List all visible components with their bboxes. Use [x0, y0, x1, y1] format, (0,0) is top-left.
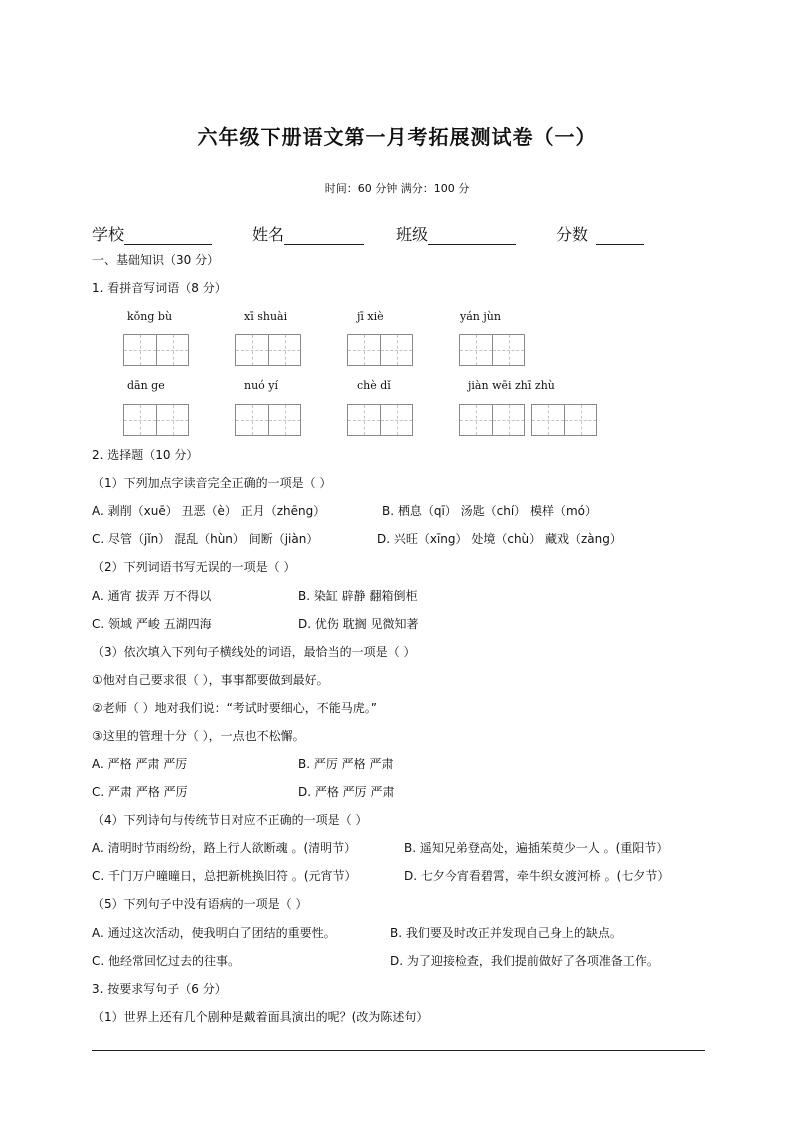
q2-5-stem: （5）下列句子中没有语病的一项是（ ）: [92, 897, 308, 911]
q2-2-option-c[interactable]: C. 领域 严峻 五湖四海: [92, 617, 212, 631]
q2-1-option-b[interactable]: B. 栖息（qī） 汤匙（chí） 模样（mó）: [382, 504, 598, 518]
q2-1-option-c[interactable]: C. 尽管（jǐn） 混乱（hùn） 间断（jiàn）: [92, 532, 319, 546]
q2-5-option-a[interactable]: A. 通过这次活动，使我明白了团结的重要性。: [92, 926, 336, 940]
pinyin-8: jiàn wēi zhī zhù: [468, 379, 555, 392]
answer-grid-3[interactable]: [347, 334, 413, 366]
q3-1-answer-line[interactable]: [92, 1050, 705, 1051]
pinyin-6: nuó yí: [244, 379, 279, 392]
school-label: 学校: [92, 225, 125, 244]
q3-1-prompt: （1）世界上还有几个剧种是戴着面具演出的呢？(改为陈述句）: [92, 1010, 429, 1024]
question-2-heading: 2. 选择题（10 分）: [92, 448, 199, 462]
answer-grid-2[interactable]: [235, 334, 301, 366]
name-blank[interactable]: [284, 228, 364, 245]
pinyin-5: dān ge: [127, 379, 165, 392]
question-3-heading: 3. 按要求写句子（6 分）: [92, 982, 227, 996]
pinyin-3: jī xiè: [357, 310, 384, 323]
q2-1-option-a[interactable]: A. 剥削（xuē） 丑恶（è） 正月（zhēng）: [92, 504, 326, 518]
score-field[interactable]: [556, 222, 644, 245]
q2-4-option-b[interactable]: B. 遥知兄弟登高处，遍插茱萸少一人 。(重阳节）: [404, 841, 669, 855]
pinyin-7: chè dǐ: [357, 379, 391, 392]
q2-3-stem: （3）依次填入下列句子横线处的词语，最恰当的一项是（ ）: [92, 645, 416, 659]
q2-3-sentence-1: ①他对自己要求很（ ），事事都要做到最好。: [92, 673, 329, 687]
answer-grid-1[interactable]: [123, 334, 189, 366]
q2-5-option-b[interactable]: B. 我们要及时改正并发现自己身上的缺点。: [390, 926, 622, 940]
pinyin-4: yán jùn: [460, 310, 501, 323]
q2-3-option-b[interactable]: B. 严厉 严格 严肃: [298, 757, 394, 771]
score-blank[interactable]: [596, 228, 644, 245]
q2-3-option-c[interactable]: C. 严肃 严格 严厉: [92, 785, 188, 799]
pinyin-2: xī shuài: [244, 310, 288, 323]
answer-grid-5[interactable]: [123, 404, 189, 436]
class-blank[interactable]: [428, 228, 516, 245]
q2-4-stem: （4）下列诗句与传统节日对应不正确的一项是（ ）: [92, 813, 368, 827]
q2-4-option-a[interactable]: A. 清明时节雨纷纷，路上行人欲断魂 。(清明节）: [92, 841, 357, 855]
answer-grid-9[interactable]: [531, 404, 597, 436]
q2-2-option-b[interactable]: B. 染缸 辟静 翻箱倒柜: [298, 589, 418, 603]
q2-2-stem: （2）下列词语书写无误的一项是（ ）: [92, 560, 296, 574]
answer-grid-7[interactable]: [347, 404, 413, 436]
q2-3-option-a[interactable]: A. 严格 严肃 严厉: [92, 757, 188, 771]
q2-2-option-a[interactable]: A. 通宵 拔弄 万不得以: [92, 589, 212, 603]
q2-5-option-c[interactable]: C. 他经常回忆过去的往事。: [92, 954, 241, 968]
q2-1-option-d[interactable]: D. 兴旺（xīng） 处境（chù） 藏戏（zàng）: [377, 532, 622, 546]
q2-3-option-d[interactable]: D. 严格 严厉 严肃: [298, 785, 395, 799]
answer-grid-6[interactable]: [235, 404, 301, 436]
exam-meta: 时间：60 分钟 满分：100 分: [324, 182, 470, 195]
q2-4-option-c[interactable]: C. 千门万户曈曈日，总把新桃换旧符 。(元宵节）: [92, 869, 357, 883]
answer-grid-4[interactable]: [459, 334, 525, 366]
q2-3-sentence-3: ③这里的管理十分（ ），一点也不松懈。: [92, 729, 305, 743]
q2-1-stem: （1）下列加点字读音完全正确的一项是（ ）: [92, 476, 332, 490]
name-label: 姓名: [252, 225, 285, 244]
class-field[interactable]: [396, 222, 516, 245]
score-label: 分数: [556, 225, 589, 244]
q2-3-sentence-2: ②老师（ ）地对我们说：“考试时要细心，不能马虎。”: [92, 701, 378, 715]
answer-grid-8[interactable]: [459, 404, 525, 436]
q2-4-option-d[interactable]: D. 七夕今宵看碧霄，牵牛织女渡河桥 。(七夕节）: [404, 869, 670, 883]
q2-2-option-d[interactable]: D. 优伤 耽搁 见微知著: [298, 617, 419, 631]
page-title: 六年级下册语文第一月考拓展测试卷（一）: [197, 125, 597, 149]
q2-5-option-d[interactable]: D. 为了迎接检查，我们提前做好了各项准备工作。: [390, 954, 659, 968]
class-label: 班级: [396, 225, 429, 244]
section-1-heading: 一、基础知识（30 分）: [92, 253, 220, 267]
question-1-heading: 1. 看拼音写词语（8 分）: [92, 281, 227, 295]
name-field[interactable]: [252, 222, 364, 245]
school-blank[interactable]: [124, 228, 212, 245]
school-field[interactable]: [92, 222, 212, 245]
pinyin-1: kǒng bù: [127, 310, 173, 323]
